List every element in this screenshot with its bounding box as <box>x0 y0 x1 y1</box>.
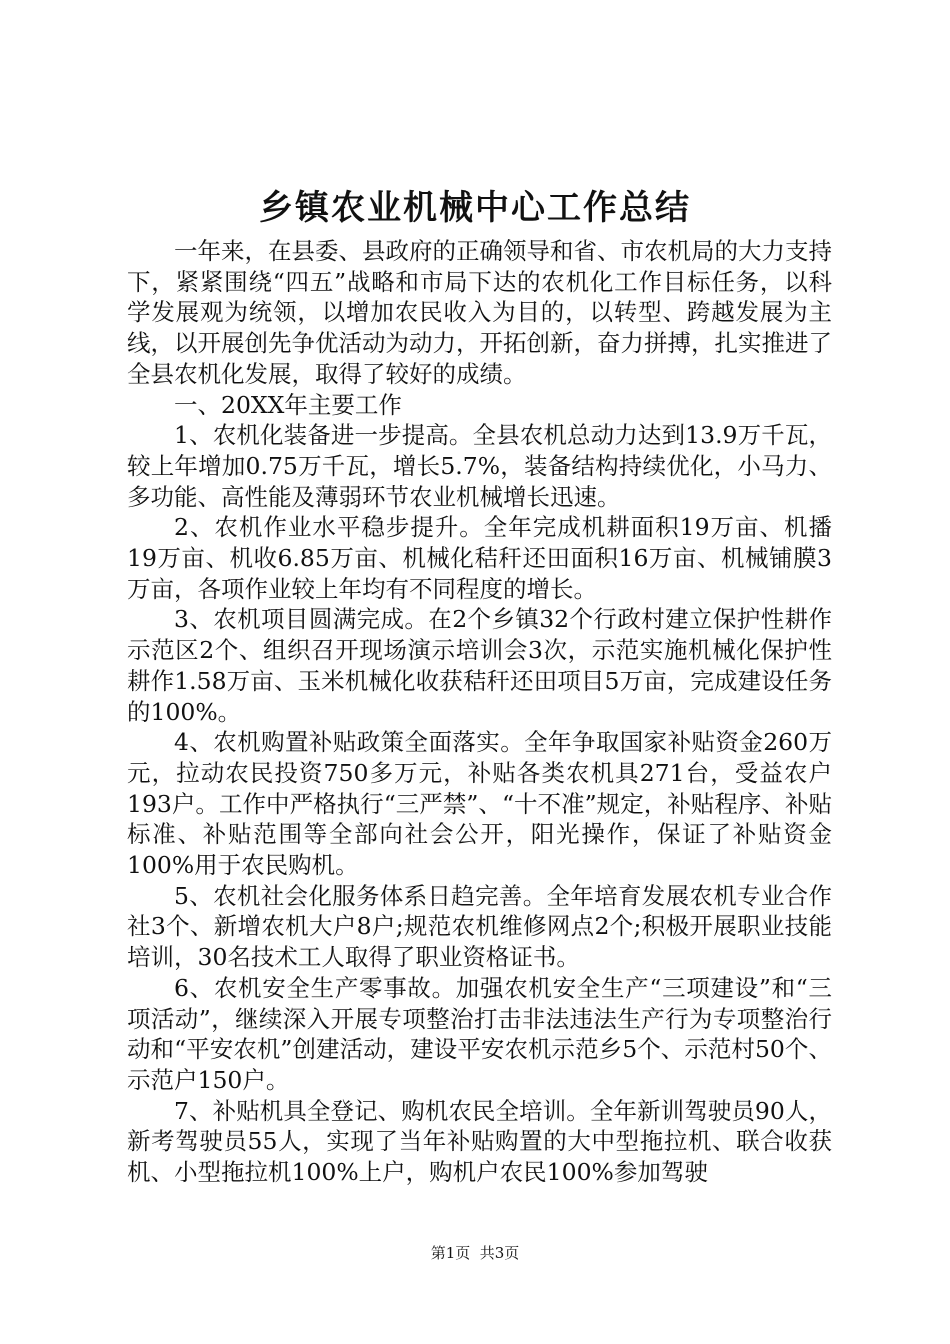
document-body <box>127 236 832 1188</box>
body-paragraph: 3、农机项目圆满完成。在2个乡镇32个行政村建立保护性耕作示范区2个、组织召开现场演示培训会3次，示范实施机械化保护性耕作1.58万亩、玉米机械化收获秸秆还田项目5万亩，完成建设任务的100%。 <box>127 605 832 726</box>
body-paragraph: 1、农机化装备进一步提高。全县农机总动力达到13.9万千瓦，较上年增加0.75万千瓦，增长5.7%，装备结构持续优化，小马力、多功能、高性能及薄弱环节农业机械增长迅速。 <box>127 421 832 511</box>
body-paragraph: 2、农机作业水平稳步提升。全年完成机耕面积19万亩、机播19万亩、机收6.85万亩、机械化秸秆还田面积16万亩、机械铺膜3万亩，各项作业较上年均有不同程度的增长。 <box>127 513 832 603</box>
body-paragraph: 7、补贴机具全登记、购机农民全培训。全年新训驾驶员90人，新考驾驶员55人，实现了当年补贴购置的大中型拖拉机、联合收获机、小型拖拉机100%上户，购机户农民100%参加驾驶 <box>127 1096 832 1187</box>
page-footer <box>0 1243 950 1263</box>
intro-paragraph: 一年来，在县委、县政府的正确领导和省、市农机局的大力支持下，紧紧围绕“四五”战略和市局下达的农机化工作目标任务，以科学发展观为统领，以增加农民收入为目的，以转型、跨越发展为主线，以开展创先争优活动为动力，开拓创新，奋力拼搏，扎实推进了全县农机化发展，取得了较好的成绩。 <box>127 237 832 388</box>
section-heading: 一、20XX年主要工作 <box>174 390 402 419</box>
body-paragraph: 6、农机安全生产零事故。加强农机安全生产“三项建设”和“三项活动”，继续深入开展专项整治打击非法违法生产行为专项整治行动和“平安农机”创建活动，建设平安农机示范乡5个、示范村50个、示范户150户。 <box>127 973 832 1094</box>
page-number: 第1页 共3页 <box>430 1244 520 1262</box>
body-paragraph: 4、农机购置补贴政策全面落实。全年争取国家补贴资金260万元，拉动农民投资750多万元，补贴各类农机具271台，受益农户193户。工作中严格执行“三严禁”、“十不准”规定，补贴程序、补贴标准、补贴范围等全部向社会公开，阳光操作，保证了补贴资金100%用于农民购机。 <box>127 728 832 880</box>
body-paragraph: 5、农机社会化服务体系日趋完善。全年培育发展农机专业合作社3个、新增农机大户8户;规范农机维修网点2个;积极开展职业技能培训，30名技术工人取得了职业资格证书。 <box>127 881 832 972</box>
document-title: 乡镇农业机械中心工作总结 <box>259 188 691 228</box>
